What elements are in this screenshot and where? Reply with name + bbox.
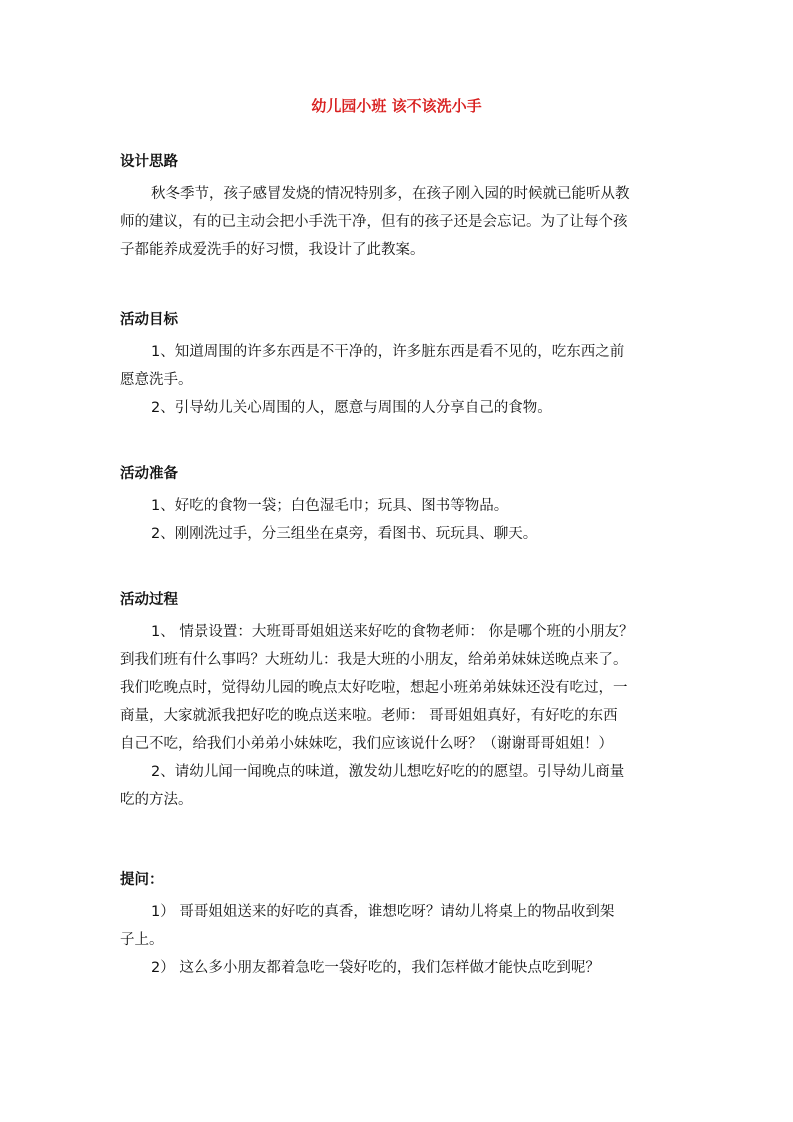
- section-heading: 活动目标: [120, 312, 178, 328]
- list-item: 2） 这么多小朋友都着急吃一袋好吃的，我们怎样做才能快点吃到呢？: [151, 960, 600, 976]
- list-item-continuation: 自己不吃，给我们小弟弟小妹妹吃，我们应该说什么呀？（谢谢哥哥姐姐！）: [120, 736, 613, 752]
- page-title: 幼儿园小班 该不该洗小手: [311, 97, 482, 115]
- section-preparation: [120, 464, 680, 548]
- section-heading: 活动准备: [120, 466, 178, 482]
- paragraph-line: 秋冬季节，孩子感冒发烧的情况特别多，在孩子刚入园的时候就已能听从教: [151, 186, 630, 202]
- list-item-continuation: 到我们班有什么事吗？大班幼儿：我是大班的小朋友，给弟弟妹妹送晚点来了。: [120, 652, 628, 668]
- list-item: 1、好吃的食物一袋；白色湿毛巾；玩具、图书等物品。: [151, 498, 509, 514]
- paragraph-line: 师的建议，有的已主动会把小手洗干净，但有的孩子还是会忘记。为了让每个孩: [120, 214, 628, 230]
- list-item: 2、刚刚洗过手，分三组坐在桌旁，看图书、玩玩具、聊天。: [151, 526, 538, 542]
- list-item-continuation: 吃的方法。: [120, 792, 193, 808]
- section-goals: [120, 310, 680, 422]
- list-item: 2、引导幼儿关心周围的人，愿意与周围的人分享自己的食物。: [151, 400, 552, 416]
- list-item: 2、请幼儿闻一闻晚点的味道，激发幼儿想吃好吃的的愿望。引导幼儿商量: [151, 764, 625, 780]
- section-questions: [120, 870, 680, 982]
- section-design: [120, 152, 680, 264]
- section-heading: 活动过程: [120, 592, 178, 608]
- section-heading: 提问：: [120, 872, 164, 888]
- list-item-continuation: 商量，大家就派我把好吃的晚点送来啦。老师： 哥哥姐姐真好，有好吃的东西: [120, 708, 618, 724]
- list-item: 1） 哥哥姐姐送来的好吃的真香，谁想吃呀？请幼儿将桌上的物品收到架: [151, 904, 615, 920]
- section-process: [120, 590, 680, 814]
- paragraph-line: 子都能养成爱洗手的好习惯，我设计了此教案。: [120, 242, 425, 258]
- section-heading: 设计思路: [120, 154, 178, 170]
- list-item: 1、 情景设置：大班哥哥姐姐送来好吃的食物老师： 你是哪个班的小朋友？: [151, 624, 634, 640]
- list-item-continuation: 愿意洗手。: [120, 372, 193, 388]
- list-item-continuation: 我们吃晚点时，觉得幼儿园的晚点太好吃啦，想起小班弟弟妹妹还没有吃过，一: [120, 680, 628, 696]
- list-item: 1、知道周围的许多东西是不干净的，许多脏东西是看不见的，吃东西之前: [151, 344, 625, 360]
- list-item-continuation: 子上。: [120, 932, 164, 948]
